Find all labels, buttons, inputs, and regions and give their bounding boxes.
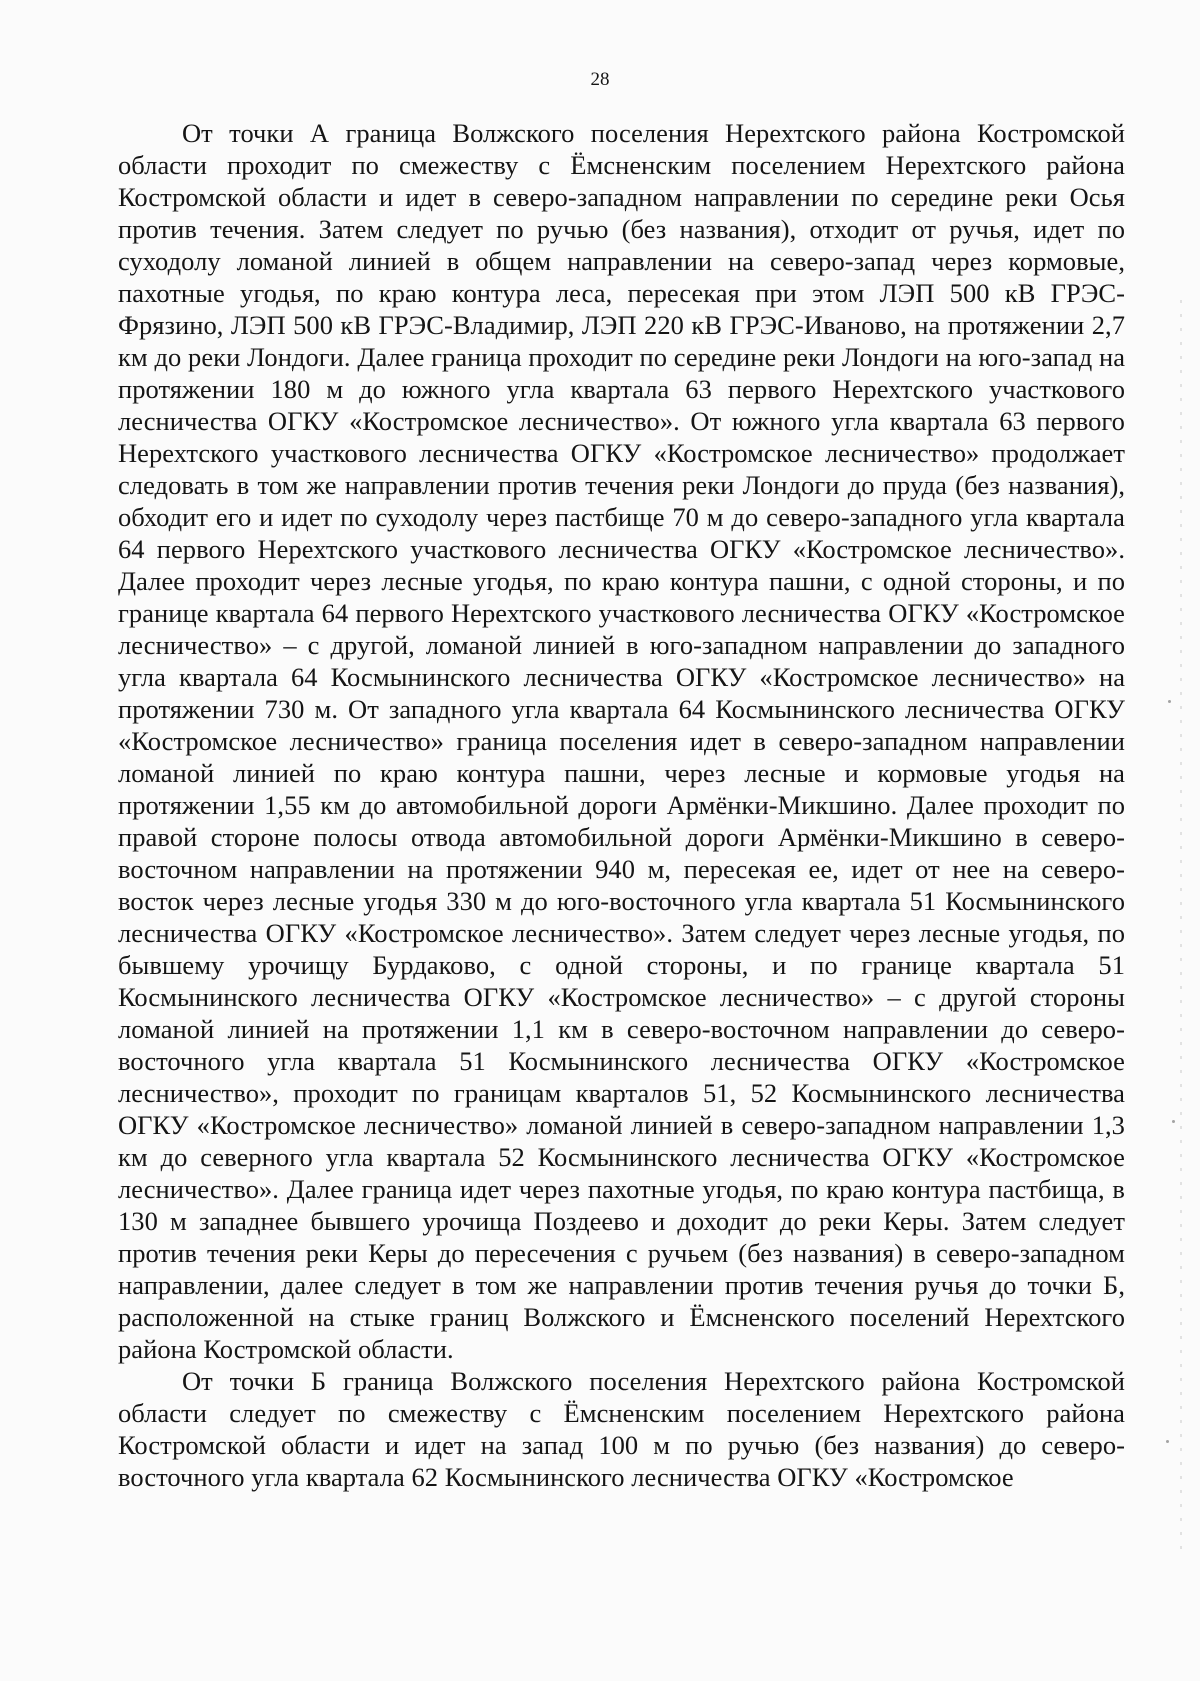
scan-speck	[1166, 1440, 1169, 1443]
page-number: 28	[590, 69, 610, 90]
scan-speck	[1172, 1120, 1175, 1123]
paragraph-boundary-from-point-a: От точки А граница Волжского поселения Нерехтского района Костромской области проходит по смежеству с Ёмсненским поселением Нерехтского района Костромской области и идет в северо-западном направлении по середине реки Осья против течения. Затем следует по ручью (без названия), отходит от ручья, идет по суходолу ломаной линией в общем направлении на северо-запад через кормовые, пахотные угодья, по краю контура леса, пересекая при этом ЛЭП 500 кВ ГРЭС-Фрязино, ЛЭП 500 кВ ГРЭС-Владимир, ЛЭП 220 кВ ГРЭС-Иваново, на протяжении 2,7 км до реки Лондоги. Далее граница проходит по середине реки Лондоги на юго-запад на протяжении 180 м до южного угла квартала 63 первого Нерехтского участкового лесничества ОГКУ «Костромское лесничество». От южного угла квартала 63 первого Нерехтского участкового лесничества ОГКУ «Костромское лесничество» продолжает следовать в том же направлении против течения реки Лондоги до пруда (без названия), обходит его и идет по суходолу через пастбище 70 м до северо-западного угла квартала 64 первого Нерехтского участкового лесничества ОГКУ «Костромское лесничество». Далее проходит через лесные угодья, по краю контура пашни, с одной стороны, и по границе квартала 64 первого Нерехтского участкового лесничества ОГКУ «Костромское лесничество» – с другой, ломаной линией в юго-западном направлении до западного угла квартала 64 Космынинского лесничества ОГКУ «Костромское лесничество» на протяжении 730 м. От западного угла квартала 64 Космынинского лесничества ОГКУ «Костромское лесничество» граница поселения идет в северо-западном направлении ломаной линией по краю контура пашни, через лесные и кормовые угодья на протяжении 1,55 км до автомобильной дороги Армёнки-Микшино. Далее проходит по правой стороне полосы отвода автомобильной дороги Армёнки-Микшино в северо-восточном направлении на протяжении 940 м, пересекая ее, идет от нее на северо-восток через лесные угодья 330 м до юго-восточного угла квартала 51 Космынинского лесничества ОГКУ «Костромское лесничество». Затем следует через лесные угодья, по бывшему урочищу Бурдаково, с одной стороны, и по границе квартала 51 Космынинского лесничества ОГКУ «Костромское лесничество» – с другой стороны ломаной линией на протяжении 1,1 км в северо-восточном направлении до северо-восточного угла квартала 51 Космынинского лесничества ОГКУ «Костромское лесничество», проходит по границам кварталов 51, 52 Космынинского лесничества ОГКУ «Костромское лесничество» ломаной линией в северо-западном направлении 1,3 км до северного угла квартала 52 Космынинского лесничества ОГКУ «Костромское лесничество». Далее граница идет через пахотные угодья, по краю контура пастбища, в 130 м западнее бывшего урочища Поздеево и доходит до реки Керы. Затем следует против течения реки Керы до пересечения с ручьем (без названия) в северо-западном направлении, далее следует в том же направлении против течения ручья до точки Б, расположенной на стыке границ Волжского и Ёмсненского поселений Нерехтского района Костромской области.	[118, 118, 1125, 1364]
document-body	[118, 117, 1125, 1493]
scan-speck	[1168, 700, 1171, 703]
scan-edge-artifact	[1180, 300, 1182, 1550]
paragraph-boundary-from-point-b: От точки Б граница Волжского поселения Нерехтского района Костромской области следует по смежеству с Ёмсненским поселением Нерехтского района Костромской области и идет на запад 100 м по ручью (без названия) до северо-восточного угла квартала 62 Космынинского лесничества ОГКУ «Костромское	[118, 1366, 1125, 1492]
